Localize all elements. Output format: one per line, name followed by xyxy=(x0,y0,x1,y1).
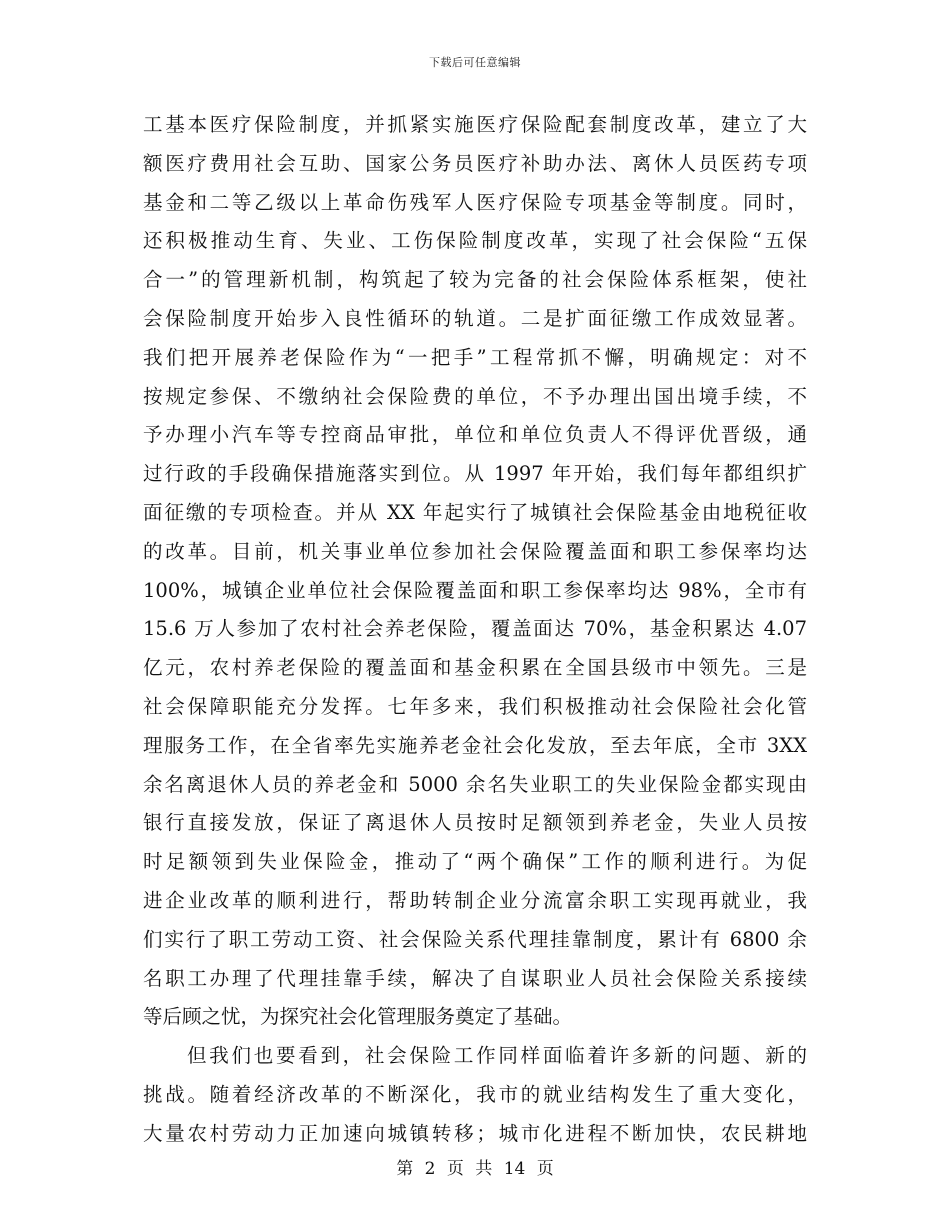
text-line: 还积极推动生育、失业、工伤保险制度改革，实现了社会保险“五保 xyxy=(143,229,807,253)
text-line: 大量农村劳动力正加速向城镇转移；城市化进程不断加快，农民耕地 xyxy=(143,1121,807,1145)
paragraph-first-line: 但我们也要看到，社会保险工作同样面临着许多新的问题、新的 xyxy=(187,1044,807,1068)
text-line: 进企业改革的顺利进行，帮助转制企业分流富余职工实现再就业，我 xyxy=(143,888,807,912)
text-line: 等后顾之忧，为探究社会化管理服务奠定了基础。 xyxy=(143,1005,573,1029)
text-line: 们实行了职工劳动工资、社会保险关系代理挂靠制度，累计有 6800 余 xyxy=(143,927,807,951)
text-line: 基金和二等乙级以上革命伤残军人医疗保险专项基金等制度。同时， xyxy=(143,190,807,214)
text-line: 过行政的手段确保措施落实到位。从 1997 年开始，我们每年都组织扩 xyxy=(143,462,807,486)
text-line: 额医疗费用社会互助、国家公务员医疗补助办法、离休人员医药专项 xyxy=(143,151,807,175)
header-note: 下载后可任意编辑 xyxy=(429,56,521,69)
page-number: 第 2 页 共 14 页 xyxy=(396,1159,554,1179)
text-line: 理服务工作，在全省率先实施养老金社会化发放，至去年底，全市 3XX xyxy=(143,733,807,757)
text-line: 面征缴的专项检查。并从 XX 年起实行了城镇社会保险基金由地税征收 xyxy=(143,500,807,524)
text-line: 余名离退休人员的养老金和 5000 余名失业职工的失业保险金都实现由 xyxy=(143,772,807,796)
text-line: 15.6 万人参加了农村社会养老保险，覆盖面达 70%，基金积累达 4.07 xyxy=(143,617,807,641)
text-line: 按规定参保、不缴纳社会保险费的单位，不予办理出国出境手续，不 xyxy=(143,384,807,408)
text-line: 予办理小汽车等专控商品审批，单位和单位负责人不得评优晋级，通 xyxy=(143,423,807,447)
text-line: 我们把开展养老保险作为“一把手”工程常抓不懈，明确规定：对不 xyxy=(143,345,807,369)
text-line: 时足额领到失业保险金，推动了“两个确保”工作的顺利进行。为促 xyxy=(143,850,807,874)
text-line: 社会保障职能充分发挥。七年多来，我们积极推动社会保险社会化管 xyxy=(143,694,807,718)
text-line: 名职工办理了代理挂靠手续，解决了自谋职业人员社会保险关系接续 xyxy=(143,966,807,990)
body-text xyxy=(143,106,807,1154)
text-line: 100%，城镇企业单位社会保险覆盖面和职工参保率均达 98%，全市有 xyxy=(143,578,807,602)
text-line: 工基本医疗保险制度，并抓紧实施医疗保险配套制度改革，建立了大 xyxy=(143,113,807,136)
text-line: 挑战。随着经济改革的不断深化，我市的就业结构发生了重大变化， xyxy=(143,1082,807,1106)
text-line: 银行直接发放，保证了离退休人员按时足额领到养老金，失业人员按 xyxy=(143,811,807,835)
text-line: 会保险制度开始步入良性循环的轨道。二是扩面征缴工作成效显著。 xyxy=(143,306,807,330)
text-line: 合一”的管理新机制，构筑起了较为完备的社会保险体系框架，使社 xyxy=(143,268,807,292)
text-line: 的改革。目前，机关事业单位参加社会保险覆盖面和职工参保率均达 xyxy=(143,539,807,563)
text-line: 亿元，农村养老保险的覆盖面和基金积累在全国县级市中领先。三是 xyxy=(143,656,807,680)
